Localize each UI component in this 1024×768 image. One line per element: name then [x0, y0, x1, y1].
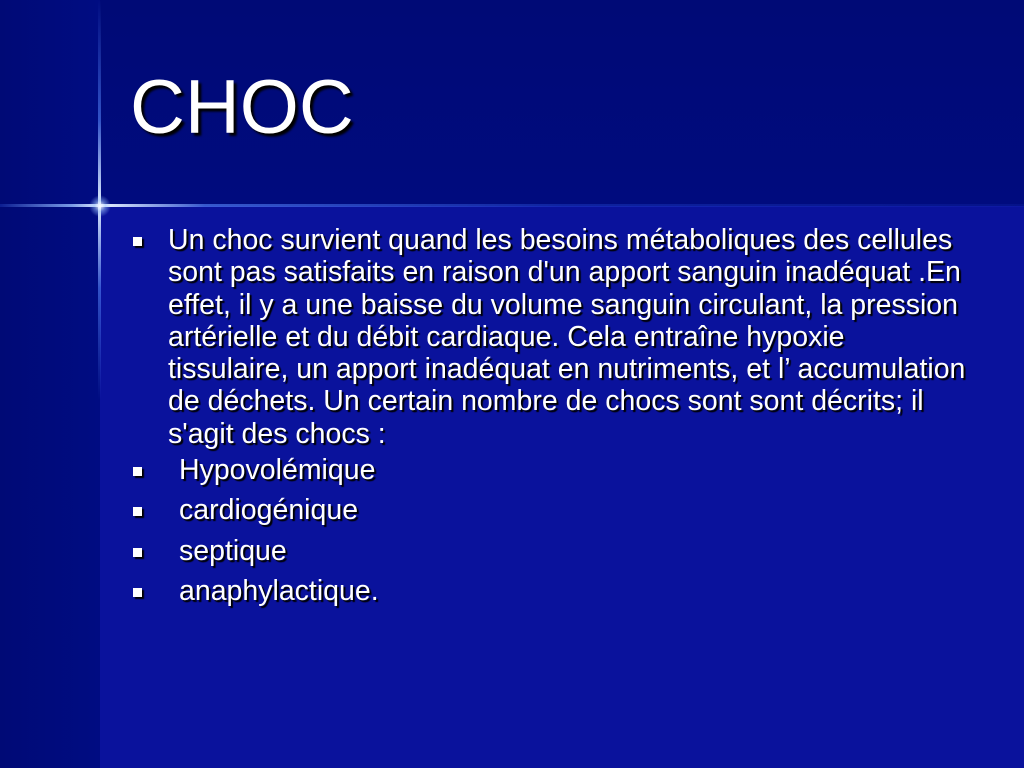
square-bullet-icon: [133, 548, 142, 557]
bullet-list: [130, 224, 970, 615]
square-bullet-icon: [133, 588, 142, 597]
bullet-text: Un choc survient quand les besoins métaboliques des cellules sont pas satisfaits en raison d'un apport sanguin inadéquat .En effet, il y a une baisse du volume sanguin circulant, la pression artérielle et du débit cardiaque. Cela entraîne hypoxie tissulaire, un apport inadéquat en nutriments, et l’ accumulation de déchets. Un certain nombre de chocs sont sont décrits; il s'agit des chocs :: [168, 224, 966, 450]
square-bullet-icon: [133, 507, 142, 516]
list-item: [130, 454, 970, 486]
list-item: [130, 575, 970, 607]
bullet-text: septique: [179, 534, 287, 567]
bullet-text: cardiogénique: [179, 494, 359, 527]
square-bullet-icon: [133, 237, 142, 246]
bullet-text: Hypovolémique: [179, 454, 376, 487]
list-item: [130, 494, 970, 526]
list-item: [130, 224, 970, 450]
slide-title: CHOC: [130, 65, 354, 150]
sparkle-cross-icon: [89, 195, 111, 217]
bullet-text: anaphylactique.: [179, 574, 379, 607]
list-item: [130, 535, 970, 567]
square-bullet-icon: [133, 467, 142, 476]
horizontal-light-line: [0, 204, 1024, 207]
left-band: [0, 0, 100, 768]
